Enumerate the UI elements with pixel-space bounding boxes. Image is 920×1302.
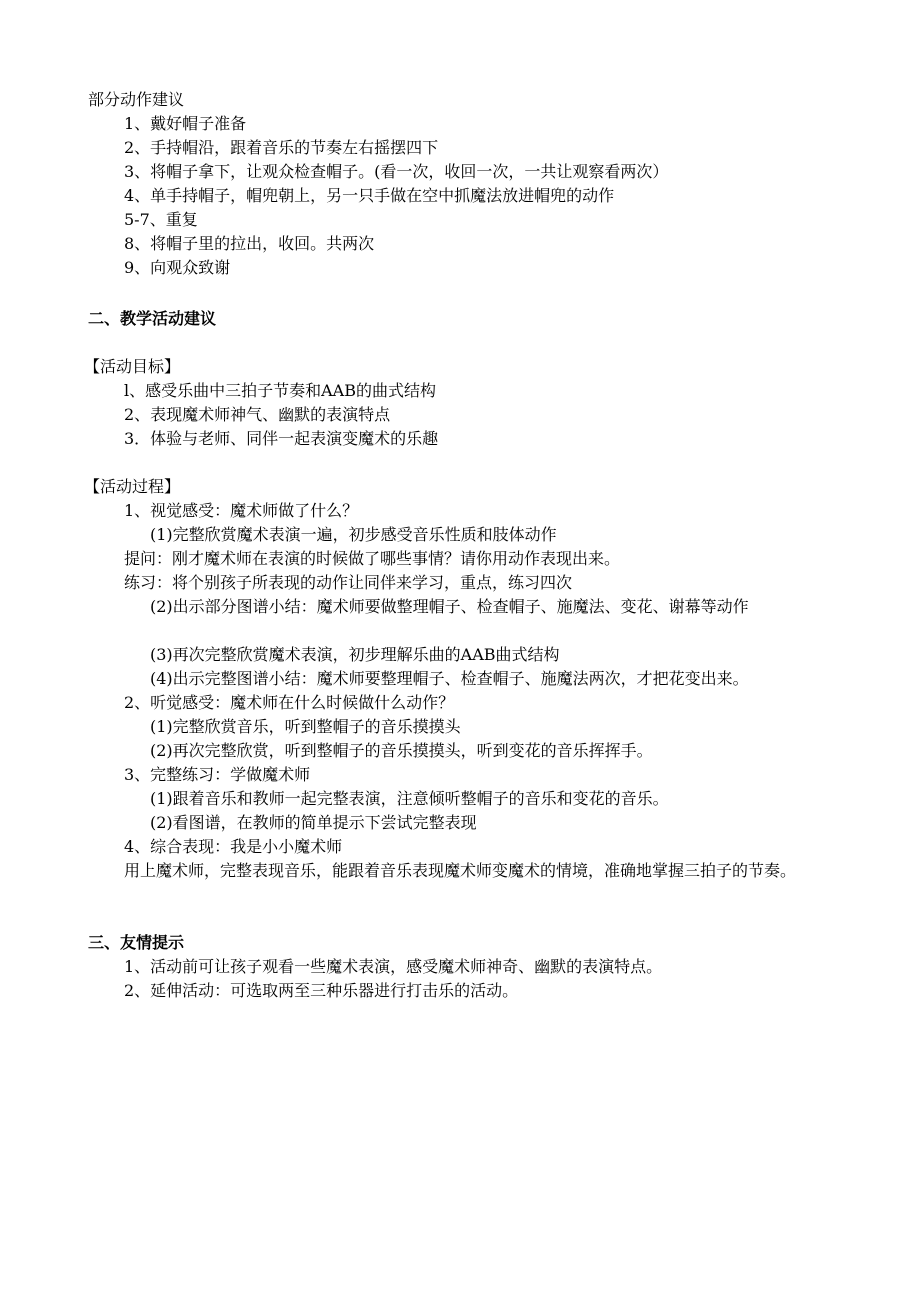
process-step-3-2: (2)看图谱，在教师的简单提示下尝试完整表现 <box>150 813 477 832</box>
process-step-1-3: (3)再次完整欣赏魔术表演，初步理解乐曲的AAB曲式结构 <box>150 645 560 664</box>
process-step-4-text: 用上魔术师，完整表现音乐，能跟着音乐表现魔术师变魔术的情境，准确地掌握三拍子的节奏。 <box>124 861 797 880</box>
goal-item-2: 2、表现魔术师神气、幽默的表演特点 <box>124 405 391 424</box>
process-step-1-2: (2)出示部分图谱小结：魔术师要做整理帽子、检查帽子、施魔法、变花、谢幕等动作 <box>150 597 749 616</box>
label-activity-goals: 【活动目标】 <box>84 357 181 376</box>
process-step-3-1: (1)跟着音乐和教师一起完整表演，注意倾听整帽子的音乐和变花的音乐。 <box>150 789 669 808</box>
process-step-2-1: (1)完整欣赏音乐，听到整帽子的音乐摸摸头 <box>150 717 461 736</box>
section-heading-friendly-tips: 三、友情提示 <box>88 933 185 952</box>
label-activity-process: 【活动过程】 <box>84 477 181 496</box>
action-item-9: 9、向观众致谢 <box>124 258 231 277</box>
process-question: 提问：刚才魔术师在表演的时候做了哪些事情？请你用动作表现出来。 <box>124 549 621 568</box>
action-item-4: 4、单手持帽子，帽兜朝上，另一只手做在空中抓魔法放进帽兜的动作 <box>124 186 615 205</box>
action-item-8: 8、将帽子里的拉出，收回。共两次 <box>124 234 375 253</box>
process-step-4: 4、综合表现：我是小小魔术师 <box>124 837 343 856</box>
process-step-3: 3、完整练习：学做魔术师 <box>124 765 311 784</box>
process-step-1: 1、视觉感受：魔术师做了什么？ <box>124 501 359 520</box>
tip-item-1: 1、活动前可让孩子观看一些魔术表演，感受魔术师神奇、幽默的表演特点。 <box>124 957 663 976</box>
process-step-1-1: (1)完整欣赏魔术表演一遍，初步感受音乐性质和肢体动作 <box>150 525 557 544</box>
process-practice: 练习：将个别孩子所表现的动作让同伴来学习，重点，练习四次 <box>124 573 573 592</box>
section-heading-teaching-activities: 二、教学活动建议 <box>88 309 217 328</box>
action-item-3: 3、将帽子拿下，让观众检查帽子。(看一次，收回一次，一共让观察看两次） <box>124 162 669 181</box>
action-item-1: 1、戴好帽子准备 <box>124 114 247 133</box>
tip-item-2: 2、延伸活动：可选取两至三种乐器进行打击乐的活动。 <box>124 981 519 1000</box>
process-step-2-2: (2)再次完整欣赏，听到整帽子的音乐摸摸头，听到变花的音乐挥挥手。 <box>150 741 653 760</box>
process-step-1-4: (4)出示完整图谱小结：魔术师要整理帽子、检查帽子、施魔法两次，才把花变出来。 <box>150 669 749 688</box>
action-item-5-7: 5-7、重复 <box>124 210 198 229</box>
goal-item-3: 3．体验与老师、同伴一起表演变魔术的乐趣 <box>124 429 439 448</box>
goal-item-1: l、感受乐曲中三拍子节奏和AAB的曲式结构 <box>124 381 436 400</box>
section-title-action-suggestions: 部分动作建议 <box>88 90 185 109</box>
action-item-2: 2、手持帽沿，跟着音乐的节奏左右摇摆四下 <box>124 138 439 157</box>
process-step-2: 2、听觉感受：魔术师在什么时候做什么动作？ <box>124 693 455 712</box>
